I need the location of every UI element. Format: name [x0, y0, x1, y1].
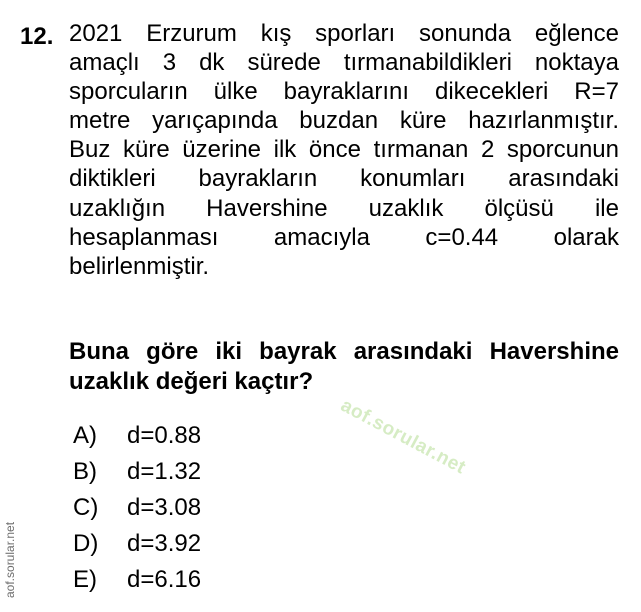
- option-text: d=3.08: [127, 494, 202, 521]
- side-watermark-text: aof.sorular.net: [3, 521, 17, 598]
- option-e[interactable]: [69, 562, 201, 598]
- stem-line: metre yarıçapında buzdan küre hazırlanmıştır.: [69, 107, 619, 135]
- option-text: d=6.16: [127, 566, 202, 593]
- option-text: d=0.88: [127, 422, 202, 449]
- stem-line: uzaklığın Havershine uzaklık ölçüsü ile: [69, 194, 619, 222]
- option-letter: E): [73, 566, 97, 593]
- option-letter: C): [73, 494, 99, 521]
- prompt-line: uzaklık değeri kaçtır?: [69, 367, 314, 395]
- stem-line: hesaplanması amacıyla c=0.44 olarak: [69, 223, 619, 251]
- stem-line: belirlenmiştir.: [69, 252, 210, 280]
- option-d[interactable]: [69, 526, 201, 562]
- question-prompt: [69, 337, 619, 396]
- option-text: d=3.92: [127, 530, 202, 557]
- option-letter: B): [73, 458, 97, 485]
- option-c[interactable]: [69, 490, 201, 526]
- stem-line: Buz küre üzerine ilk önce tırmanan 2 sporcunun: [69, 136, 619, 164]
- watermark-text: aof.sorular.net: [337, 395, 470, 479]
- option-letter: D): [73, 530, 99, 557]
- stem-line: 2021 Erzurum kış sporları sonunda eğlence: [69, 20, 619, 47]
- answer-options: [69, 418, 201, 598]
- option-letter: A): [73, 422, 97, 449]
- stem-line: diktikleri bayrakların konumları arasındaki: [69, 165, 619, 193]
- stem-line: amaçlı 3 dk sürede tırmanabildikleri noktaya: [69, 49, 619, 77]
- option-b[interactable]: [69, 454, 201, 490]
- option-text: d=1.32: [127, 458, 202, 485]
- option-a[interactable]: [69, 418, 201, 454]
- stem-line: sporcuların ülke bayraklarını dikecekleri R=7: [69, 78, 619, 106]
- prompt-line: Buna göre iki bayrak arasındaki Havershine: [69, 338, 619, 365]
- question-number: 12.: [20, 23, 54, 50]
- question-stem: [69, 19, 619, 281]
